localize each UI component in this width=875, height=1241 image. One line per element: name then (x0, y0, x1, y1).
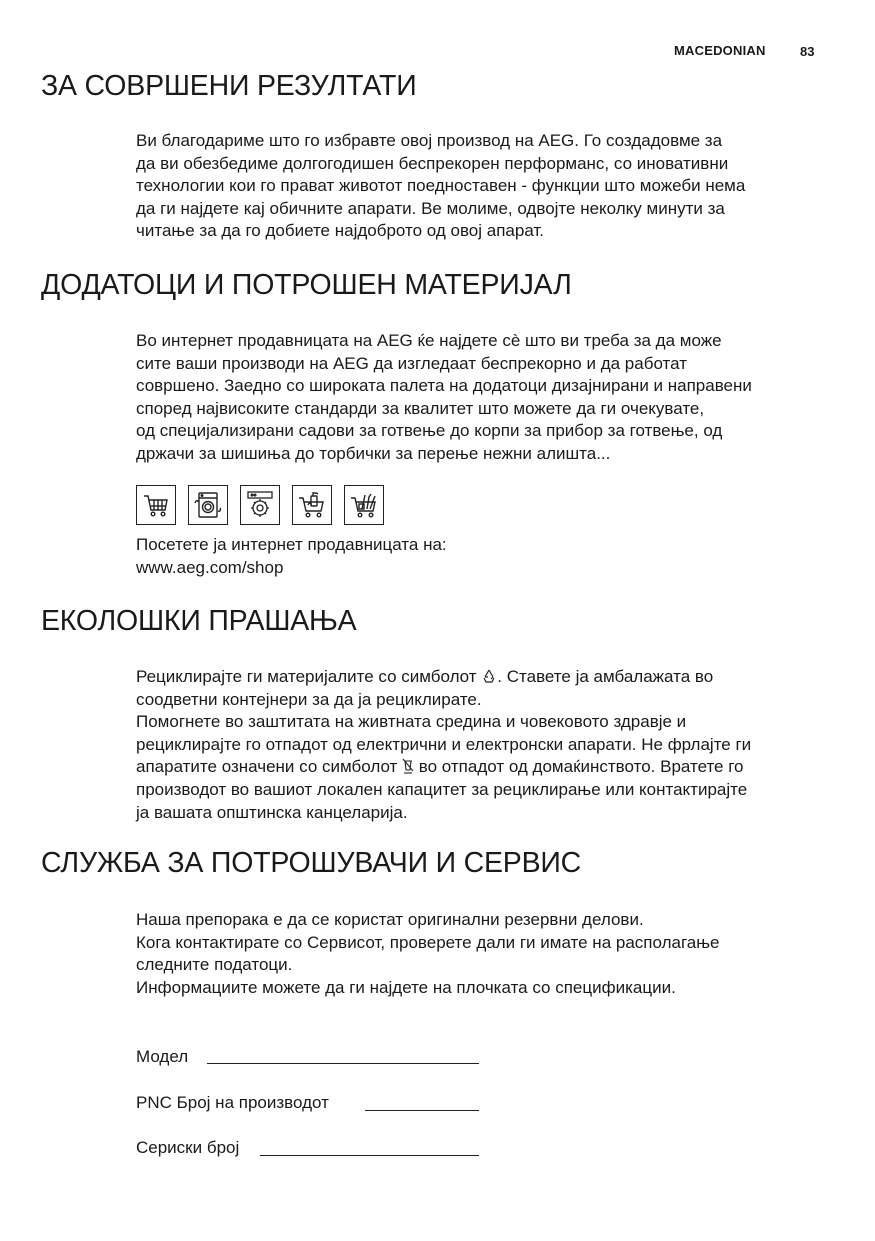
env-line-7: ја вашата општинска канцеларија. (136, 802, 408, 822)
pnc-label: PNC Број на производот (136, 1093, 329, 1112)
env-line-4: рециклирајте го отпадот од електрични и електронски апарати. Не фрлајте ги (136, 734, 752, 754)
shop-visit-label: Посетете ја интернет продавницата на: (136, 535, 447, 554)
section-title-results: ЗА СОВРШЕНИ РЕЗУЛТАТИ (41, 70, 417, 102)
serial-field[interactable] (260, 1155, 479, 1156)
crossed-bin-icon (402, 758, 414, 774)
section-title-accessories: ДОДАТОЦИ И ПОТРОШЕН МАТЕРИЈАЛ (41, 269, 572, 301)
env-line-2: соодветни контејнери за да ја рециклирате. (136, 689, 482, 709)
appliance-gear-icon (240, 485, 280, 525)
language-label: MACEDONIAN (674, 43, 766, 58)
shopping-cart-icon (136, 485, 176, 525)
env-line-6: производот во вашиот локален капацитет за рециклирање или контактирајте (136, 779, 748, 799)
env-line-1: Рециклирајте ги материјалите со симболот . Ставете ја амбалажата во (136, 667, 714, 686)
pnc-field[interactable] (365, 1110, 479, 1111)
recycle-icon (481, 668, 497, 684)
accessories-paragraph: Во интернет продавницата на AEG ќе најдете сè што ви треба за да може сите ваши производи на AEG да изгледаат беспрекорно и да работат совршено. Заедно со широката палета на додатоци дизајнирани и направени според највисоките стандарди за квалитет што можете да ги очекувате, од специјализирани садови за готвење до корпи за прибор за готвење, од држачи за шишиња до торбички за перење нежни алишта... (136, 331, 752, 463)
env-line-5: апаратите означени со симболот во отпадот од домаќинството. Вратете го (136, 757, 744, 777)
shop-url-link[interactable]: www.aeg.com/shop (136, 557, 284, 577)
model-label: Модел (136, 1047, 189, 1066)
page-number: 83 (800, 44, 815, 59)
cart-cleaning-icon (292, 485, 332, 525)
results-paragraph: Ви благодариме што го избравте овој производ на AEG. Го создадовме за да ви обезбедиме долгогодишен беспрекорен перформанс, со иновативни технологии кои го прават животот поедноставен - функции што можеби нема да ги најдете кај обичните апарати. Ве молиме, одвојте неколку минути за читање за да го добиете најдоброто од овој апарат. (136, 131, 746, 241)
washing-machine-icon (188, 485, 228, 525)
model-field[interactable] (207, 1063, 479, 1064)
environment-paragraph (136, 666, 826, 824)
section-title-environment: ЕКОЛОШКИ ПРАШАЊА (41, 605, 357, 637)
section-title-service: СЛУЖБА ЗА ПОТРОШУВАЧИ И СЕРВИС (41, 847, 582, 879)
serial-label: Сериски број (136, 1138, 240, 1157)
shop-visit-text (136, 534, 826, 579)
cart-tools-icon (344, 485, 384, 525)
service-paragraph: Наша препорака е да се користат оригинални резервни делови. Кога контактирате со Сервисот, проверете дали ги имате на располагање следните податоци. Информациите можете да ги најдете на плочката со спецификации. (136, 910, 720, 997)
env-line-3: Помогнете во заштитата на живтната средина и човековото здравје и (136, 712, 687, 732)
